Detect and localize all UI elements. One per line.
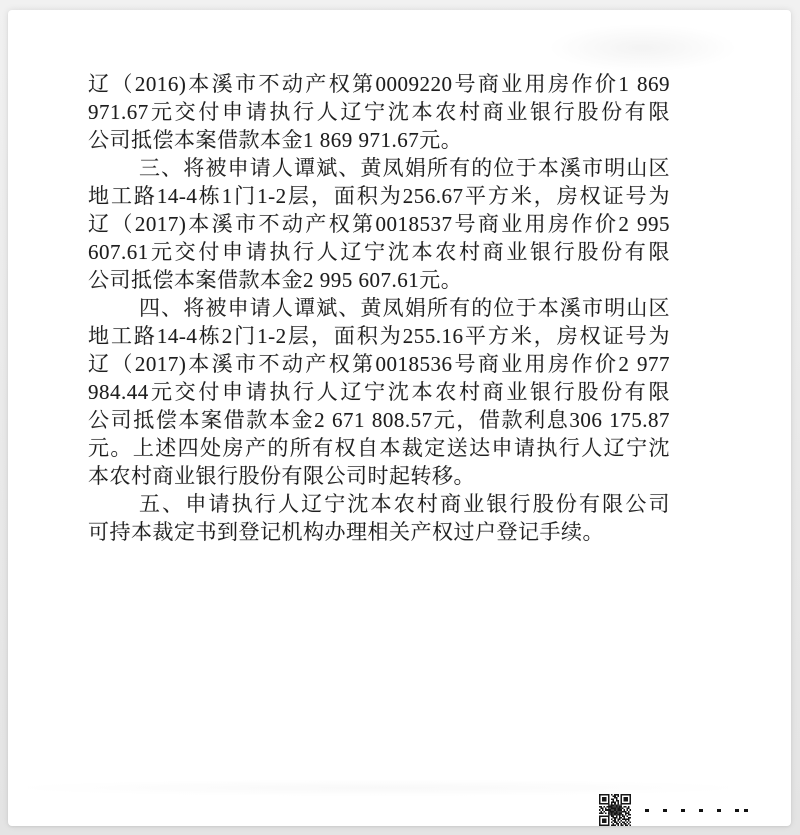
text-line: 公司抵偿本案借款本金1 869 971.67元。	[88, 128, 463, 152]
text-line: 公司抵偿本案借款本金2 671 808.57元，借款利息306 175.87	[88, 408, 670, 432]
text-line: 辽（2016)本溪市不动产权第0009220号商业用房作价1 869	[88, 72, 670, 96]
text-line: 三、将被申请人谭斌、黄凤娟所有的位于本溪市明山区	[139, 156, 670, 180]
text-line: 辽（2017)本溪市不动产权第0018536号商业用房作价2 977	[88, 352, 670, 376]
dot	[645, 809, 649, 812]
text-line: 四、将被申请人谭斌、黄凤娟所有的位于本溪市明山区	[139, 296, 670, 320]
text-line: 本农村商业银行股份有限公司时起转移。	[88, 464, 475, 488]
text-line: 可持本裁定书到登记机构办理相关产权过户登记手续。	[88, 520, 604, 544]
dot	[663, 809, 667, 812]
dot	[717, 809, 721, 812]
text-line: 五、申请执行人辽宁沈本农村商业银行股份有限公司	[139, 492, 670, 516]
ruling-body-text	[88, 70, 670, 546]
text-line: 971.67元交付申请执行人辽宁沈本农村商业银行股份有限	[88, 100, 670, 124]
text-line: 607.61元交付申请执行人辽宁沈本农村商业银行股份有限	[88, 240, 670, 264]
text-line: 辽（2017)本溪市不动产权第0018537号商业用房作价2 995	[88, 212, 670, 236]
text-line: 公司抵偿本案借款本金2 995 607.61元。	[88, 268, 463, 292]
dot	[744, 809, 748, 812]
document-page	[8, 10, 791, 826]
text-line: 地工路14-4栋2门1-2层，面积为255.16平方米，房权证号为	[88, 324, 670, 348]
dot-separator	[645, 809, 748, 813]
text-line: 地工路14-4栋1门1-2层，面积为256.67平方米，房权证号为	[88, 184, 670, 208]
qr-code	[599, 794, 631, 826]
scan-artifact	[548, 24, 738, 72]
dot	[735, 809, 739, 812]
qr-accent	[608, 805, 622, 816]
text-line: 元。上述四处房产的所有权自本裁定送达申请执行人辽宁沈	[88, 436, 670, 460]
dot	[681, 809, 685, 812]
text-line: 984.44元交付申请执行人辽宁沈本农村商业银行股份有限	[88, 380, 670, 404]
dot	[699, 809, 703, 812]
